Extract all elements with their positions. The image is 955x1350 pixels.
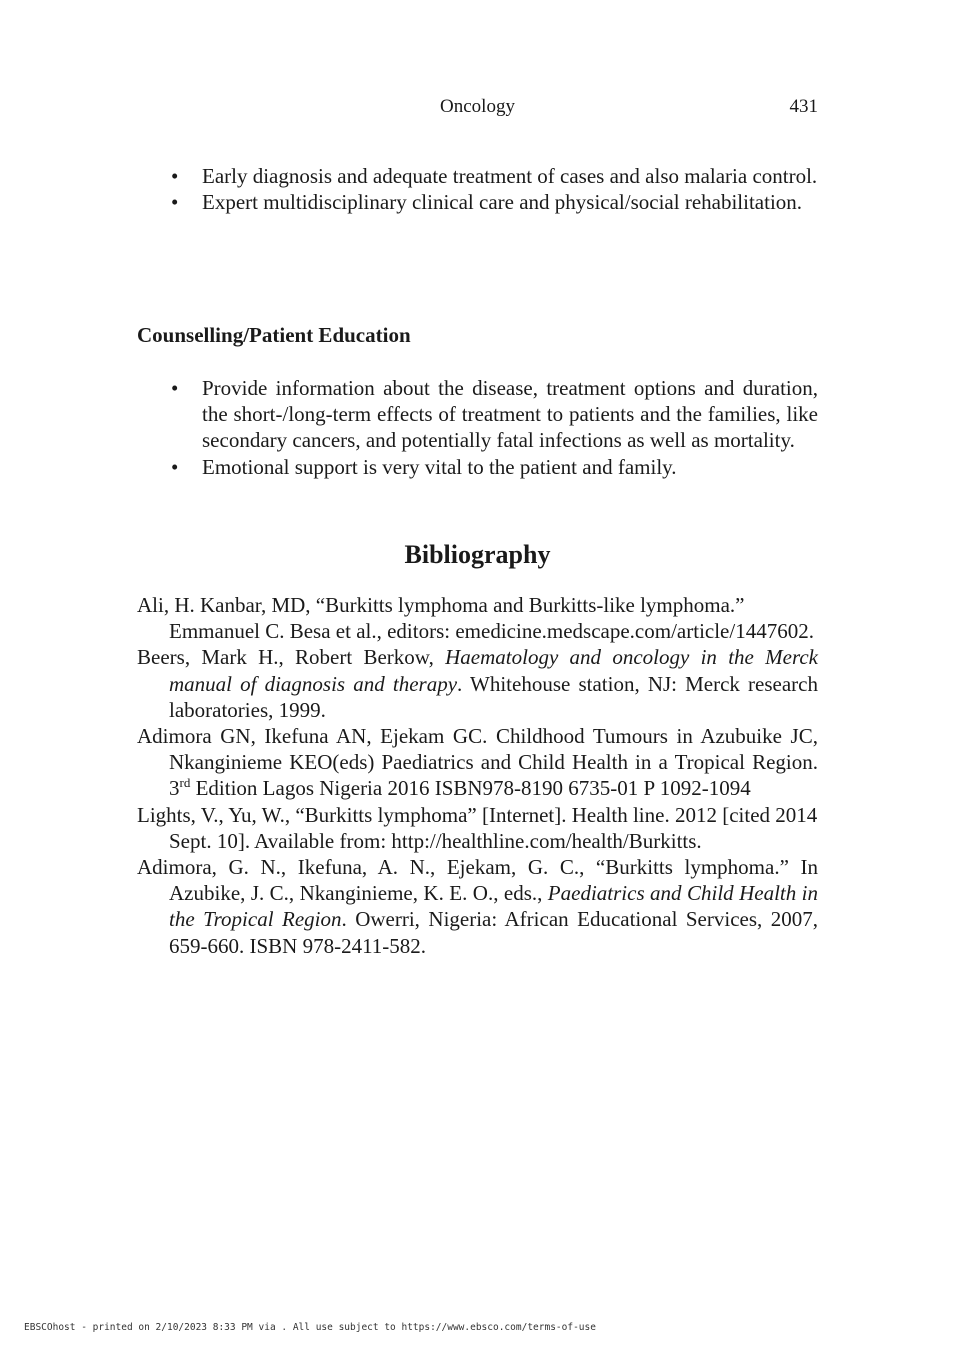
reference-text: Lights, V., Yu, W., “Burkitts lymphoma” [Internet]. Health line. 2012 [cited 2014 Sept. 10]. Available from: http://healthline.com/health/Burkitts. <box>137 802 818 853</box>
bibliography-list <box>137 592 818 959</box>
reference-title: Paediatrics and Child Health in the Tropical Region <box>169 881 818 932</box>
reference-authors: Adimora, G. N., Ikefuna, A. N., Ejekam, G. C., “Burkitts lymphoma.” In Azubike, J. C., Nkanginieme, K. E. O., eds., <box>137 855 818 906</box>
counselling-bullet-list <box>137 375 818 480</box>
list-item <box>137 189 818 215</box>
running-header <box>137 96 818 120</box>
reference-publication: Edition Lagos Nigeria 2016 ISBN978-8190 6735-01 P 1092-1094 <box>190 776 751 801</box>
bibliography-heading: Bibliography <box>404 540 551 569</box>
reference-title: Haematology and oncology in the Merck manual of diagnosis and therapy <box>169 645 818 696</box>
reference-publication: . Whitehouse station, NJ: Merck research laboratories, 1999. <box>169 671 819 722</box>
reference-entry <box>137 854 818 959</box>
bullet-icon: • <box>171 190 179 215</box>
reference-text: Ali, H. Kanbar, MD, “Burkitts lymphoma and Burkitts-like lymphoma.” Emmanuel C. Besa et al., editors: emedicine.medscape.com/article/1447602. <box>137 593 814 644</box>
running-header-title: Oncology <box>440 96 515 117</box>
list-item-text: Early diagnosis and adequate treatment of cases and also malaria control. <box>202 164 818 188</box>
print-footer: EBSCOhost - printed on 2/10/2023 8:33 PM via . All use subject to https://www.ebsco.com/terms-of-use <box>24 1322 596 1333</box>
bullet-icon: • <box>171 164 179 188</box>
reference-publication: . Owerri, Nigeria: African Educational Services, 2007, 659-660. ISBN 978-2411-582. <box>169 907 818 958</box>
top-bullet-list <box>137 163 818 215</box>
section-heading-counselling: Counselling/Patient Education <box>137 323 411 347</box>
reference-text: Adimora GN, Ikefuna AN, Ejekam GC. Childhood Tumours in Azubuike JC, Nkanginieme KEO(eds) Paediatrics and Child Health in a Tropical Region. 3 <box>137 724 818 801</box>
reference-authors: Beers, Mark H., Robert Berkow, <box>137 645 446 670</box>
list-item <box>137 375 818 454</box>
page-number: 431 <box>789 96 818 117</box>
reference-entry <box>137 644 818 723</box>
list-item <box>137 454 818 480</box>
list-item <box>137 163 818 189</box>
reference-entry <box>137 592 818 644</box>
list-item-text: Expert multidisciplinary clinical care and physical/social rehabilitation. <box>202 190 803 215</box>
list-item-text: Emotional support is very vital to the patient and family. <box>202 454 677 479</box>
reference-entry <box>137 723 818 802</box>
ordinal-superscript: rd <box>179 775 191 791</box>
reference-entry <box>137 802 818 854</box>
bullet-icon: • <box>171 454 179 479</box>
list-item-text: Provide information about the disease, treatment options and duration, the short-/long-term effects of treatment to patients and the families, like secondary cancers, and potentially fatal infections as well as mortality. <box>202 376 818 453</box>
bullet-icon: • <box>171 376 179 400</box>
